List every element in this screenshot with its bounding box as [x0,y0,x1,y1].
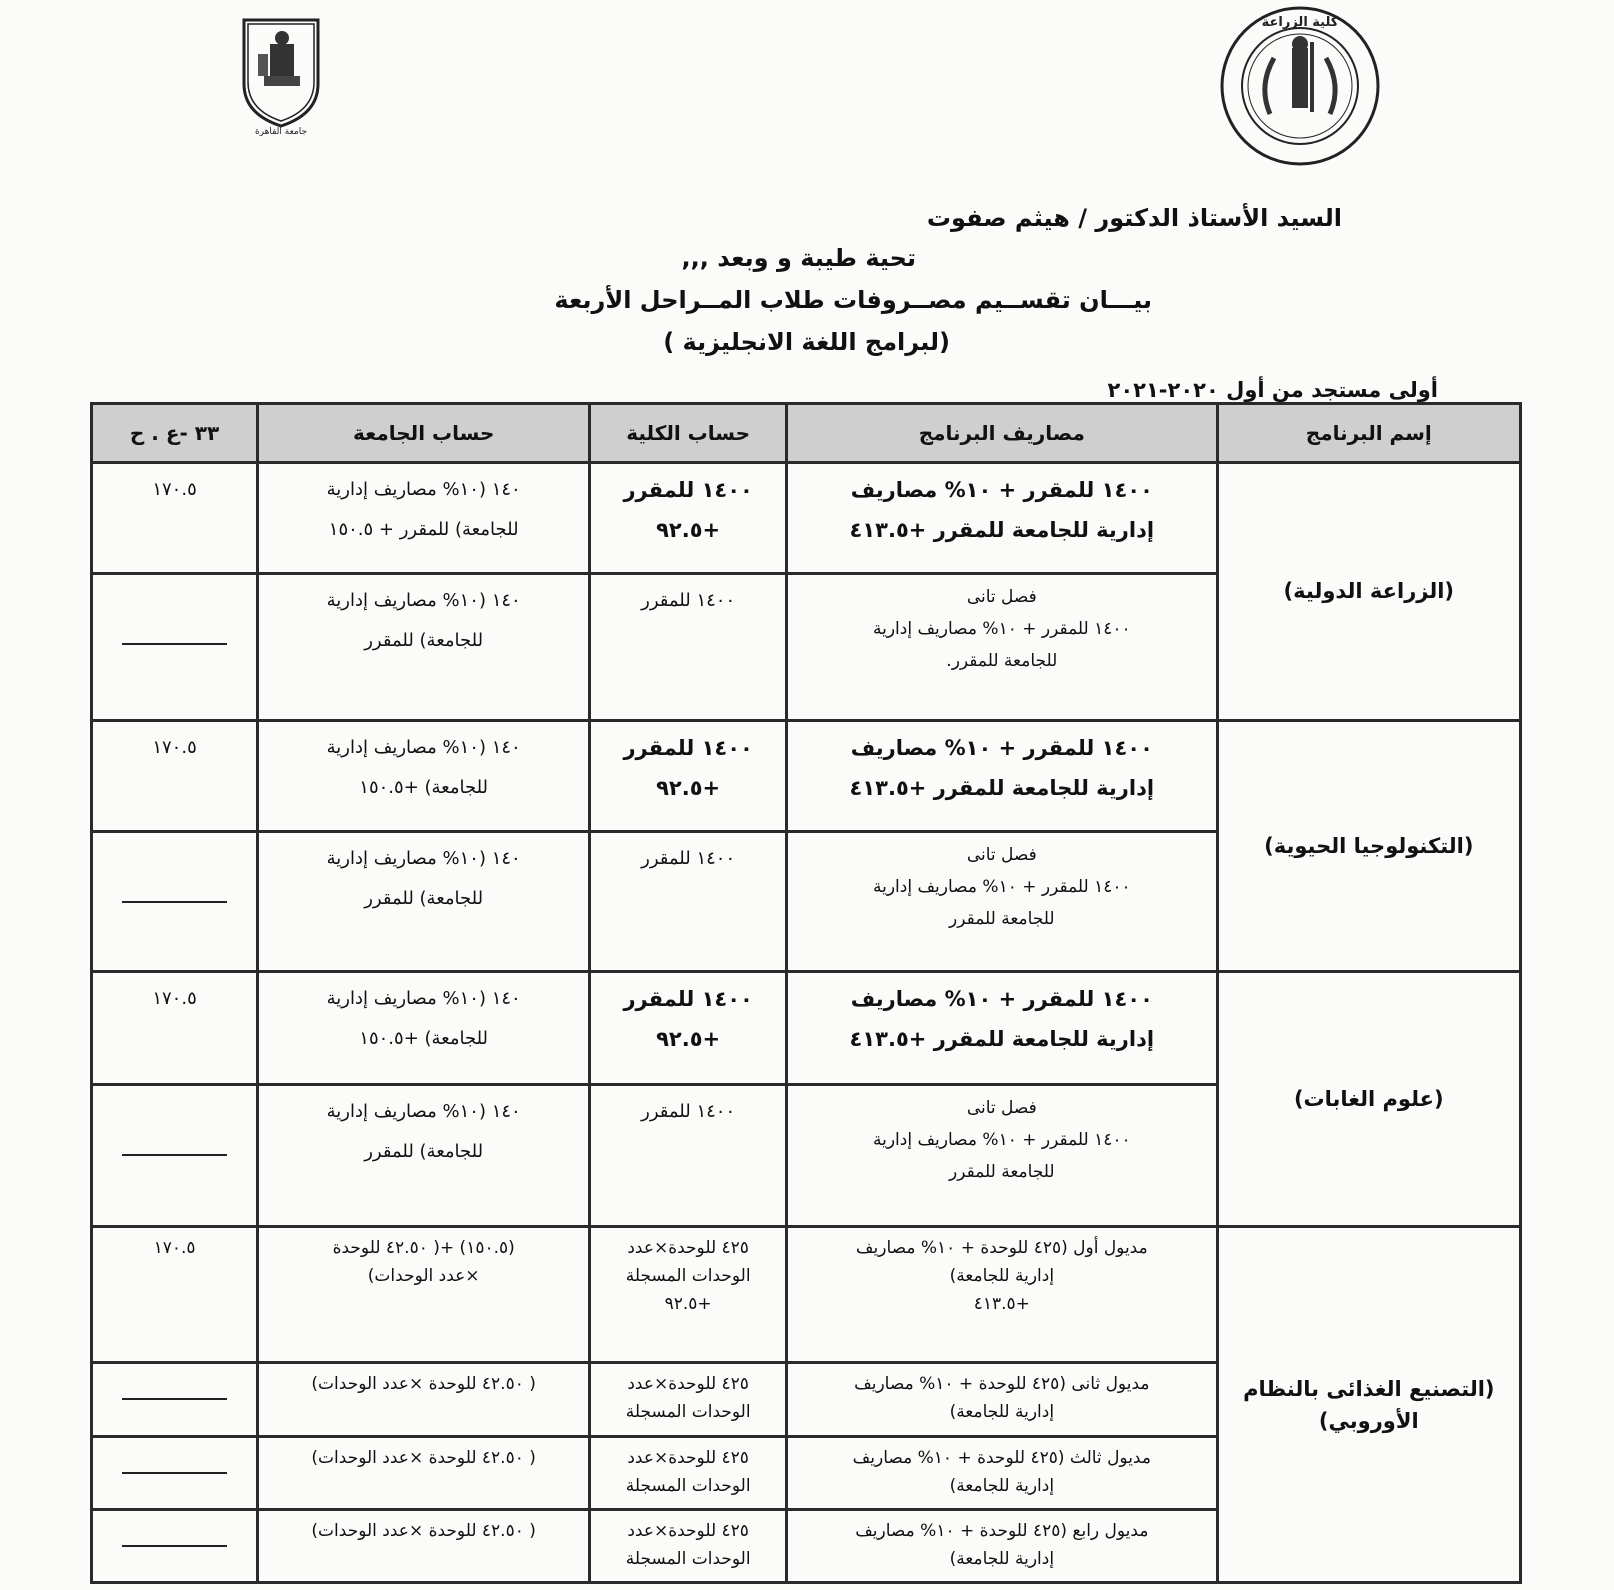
cell-line: للجامعة للمقرر [949,1162,1055,1183]
cell-line: +٩٢.٥ [656,775,721,800]
cell-line: الوحدات المسجلة [625,1548,751,1569]
cell-line: ١٤٠ (١٠% مصاريف إدارية [326,590,521,612]
document-title: بيـــان تقســيم مصــروفات طلاب المــراحل الأربعة [554,286,1152,314]
university-account-cell [258,1436,590,1509]
svg-text:كلية الزراعة: كلية الزراعة [1261,15,1339,30]
university-account-cell [258,1509,590,1582]
cell-line: ١٤٠٠ للمقرر [623,986,753,1011]
cell-line: فصل تانى [966,844,1037,865]
cell-line: ٤٢٥ للوحدة×عدد [627,1238,749,1259]
cell-line: ( ٤٢.٥٠ للوحدة ×عدد الوحدات) [311,1520,536,1541]
cell-line: ١٤٠٠ للمقرر [623,735,753,760]
faculty-of-agriculture-seal [1218,4,1382,168]
university-account-cell [258,1227,590,1363]
account-33-cell [92,831,258,971]
cell-line: ١٤٠٠ للمقرر + ١٠% مصاريف إدارية [872,876,1131,897]
program-name: (التكنولوجيا الحيوية) [1217,720,1520,971]
addressee: السيد الأستاذ الدكتور / هيثم صفوت [926,204,1342,232]
cell-line: مديول أول (٤٢٥ للوحدة + ١٠% مصاريف [855,1238,1148,1259]
college-account-cell [590,1227,787,1363]
cell-line: ١٤٠ (١٠% مصاريف إدارية [326,479,521,500]
cell-line: إدارية للجامعة للمقرر +٤١٣.٥ [849,1026,1155,1051]
account-33-cell [92,1509,258,1582]
cell-line: إدارية للجامعة) [949,1548,1055,1569]
account-33-cell: ١٧٠.٥ [92,1227,258,1363]
university-account-cell [258,463,590,574]
cell-line: ١٤٠ (١٠% مصاريف إدارية [326,987,521,1009]
cell-line: فصل تانى [966,1098,1037,1119]
account-33-cell [92,1436,258,1509]
cell-line: ١٤٠٠ للمقرر + ١٠% مصاريف [850,735,1153,760]
cell-line: ١٤٠٠ للمقرر + ١٠% مصاريف [850,478,1153,502]
program-fees-cell [787,574,1218,720]
cell-line: إدارية للجامعة) [949,1475,1055,1496]
account-33-cell: ١٧٠.٥ [92,463,258,574]
cell-line: ( ٤٢.٥٠ للوحدة ×عدد الوحدات) [311,1374,536,1395]
cell-line: ١٤٠٠ للمقرر + ١٠% مصاريف إدارية [872,619,1131,640]
level-caption: أولى مستجد من أول ٢٠٢٠-٢٠٢١ [1107,378,1438,402]
college-account-cell [590,1436,787,1509]
program-fees-cell [787,720,1218,831]
cell-line: (١٥٠.٥) +( ٤٢.٥٠ للوحدة [332,1238,515,1259]
cell-line: +٩٢.٥ [656,1026,721,1051]
program-fees-cell [787,1085,1218,1227]
college-account-cell [590,1363,787,1436]
header-row [92,404,1521,463]
account-33-cell [92,1363,258,1436]
greeting: تحية طيبة و وبعد ,,, [681,244,916,272]
cell-line: الوحدات المسجلة [625,1402,751,1423]
col-college-account: حساب الكلية [590,404,787,463]
cell-line: +٩٢.٥ [656,518,721,542]
cell-line: للجامعة) للمقرر [364,630,484,652]
cell-line: فصل تانى [966,587,1037,608]
cell-line: ١٤٠٠ للمقرر [641,590,736,612]
program-fees-cell [787,971,1218,1084]
cell-line: للجامعة) للمقرر + ١٥٠.٥ [328,519,519,540]
college-account-cell [590,574,787,720]
col-account-33: ٣٣ -ع . ح [92,404,258,463]
cell-line: للجامعة) للمقرر [364,887,484,909]
program-name: (علوم الغابات) [1217,971,1520,1227]
program-fees-cell [787,831,1218,971]
cell-line: الوحدات المسجلة [625,1266,751,1287]
cell-line: ١٤٠٠ للمقرر + ١٠% مصاريف إدارية [872,1130,1131,1151]
program-fees-cell [787,463,1218,574]
cell-line: للجامعة للمقرر. [946,651,1058,672]
university-account-cell [258,971,590,1084]
dash-line [122,643,227,645]
cell-line: إدارية للجامعة للمقرر +٤١٣.٥ [849,775,1155,800]
table-row [92,1227,1521,1363]
cell-line: ١٤٠٠ للمقرر [641,847,736,869]
cell-line: +٩٢.٥ [664,1294,712,1315]
college-account-cell [590,720,787,831]
college-account-cell [590,971,787,1084]
account-33-cell: ١٧٠.٥ [92,720,258,831]
program-name: (الزراعة الدولية) [1217,463,1520,721]
table-row [92,720,1521,831]
cell-line: ١٤٠٠ للمقرر [623,478,753,502]
dash-line [122,1398,227,1400]
cell-line: للجامعة للمقرر [949,908,1055,929]
cell-line: إدارية للجامعة للمقرر +٤١٣.٥ [849,518,1155,542]
dash-line [122,901,227,903]
cell-line: مديول رابع (٤٢٥ للوحدة + ١٠% مصاريف [855,1520,1149,1541]
university-account-cell [258,574,590,720]
account-33-cell [92,1085,258,1227]
table-row [92,463,1521,574]
cell-line: ١٤٠ (١٠% مصاريف إدارية [326,1101,521,1123]
cell-line: للجامعة) +١٥٠.٥ [359,1027,489,1049]
svg-text:جامعة القاهرة: جامعة القاهرة [254,127,308,136]
account-33-cell: ١٧٠.٥ [92,971,258,1084]
cell-line: ٤٢٥ للوحدة×عدد [627,1520,749,1541]
dash-line [122,1154,227,1156]
college-account-cell [590,1085,787,1227]
college-account-cell [590,1509,787,1582]
cell-line: ٤٢٥ للوحدة×عدد [627,1447,749,1468]
fees-table [90,402,1522,1584]
cell-line: ١٤٠٠ للمقرر [641,1101,736,1123]
cell-line: +٤١٣.٥ [973,1294,1030,1315]
dash-line [122,1545,227,1547]
cell-line: للجامعة) للمقرر [364,1141,484,1163]
cell-line: الوحدات المسجلة [625,1475,751,1496]
university-account-cell [258,720,590,831]
cell-line: مديول ثالث (٤٢٥ للوحدة + ١٠% مصاريف [852,1447,1151,1468]
program-fees-cell [787,1227,1218,1363]
table-row [92,971,1521,1084]
cell-line: مديول ثانى (٤٢٥ للوحدة + ١٠% مصاريف [854,1374,1150,1395]
cell-line: ( ٤٢.٥٠ للوحدة ×عدد الوحدات) [311,1447,536,1468]
university-account-cell [258,831,590,971]
cell-line: ×عدد الوحدات) [367,1266,480,1287]
col-university-account: حساب الجامعة [258,404,590,463]
cell-line: ١٤٠ (١٠% مصاريف إدارية [326,847,521,869]
account-33-cell [92,574,258,720]
university-account-cell [258,1363,590,1436]
cell-line: ١٤٠٠ للمقرر + ١٠% مصاريف [850,986,1153,1011]
program-fees-cell [787,1436,1218,1509]
cell-line: ٤٢٥ للوحدة×عدد [627,1374,749,1395]
cell-line: ١٤٠ (١٠% مصاريف إدارية [326,736,521,758]
col-program-name: إسم البرنامج [1217,404,1520,463]
document-subtitle: (لبرامج اللغة الانجليزية ) [663,328,950,356]
col-program-fees: مصاريف البرنامج [787,404,1218,463]
cell-line: للجامعة) +١٥٠.٥ [359,776,489,798]
college-account-cell [590,463,787,574]
cell-line: إدارية للجامعة) [949,1266,1055,1287]
program-fees-cell [787,1363,1218,1436]
dash-line [122,1472,227,1474]
college-account-cell [590,831,787,971]
cell-line: إدارية للجامعة) [949,1402,1055,1423]
university-account-cell [258,1085,590,1227]
cairo-university-logo [240,14,322,136]
program-fees-cell [787,1509,1218,1582]
program-name: (التصنيع الغذائى بالنظام الأوروبي) [1217,1227,1520,1583]
